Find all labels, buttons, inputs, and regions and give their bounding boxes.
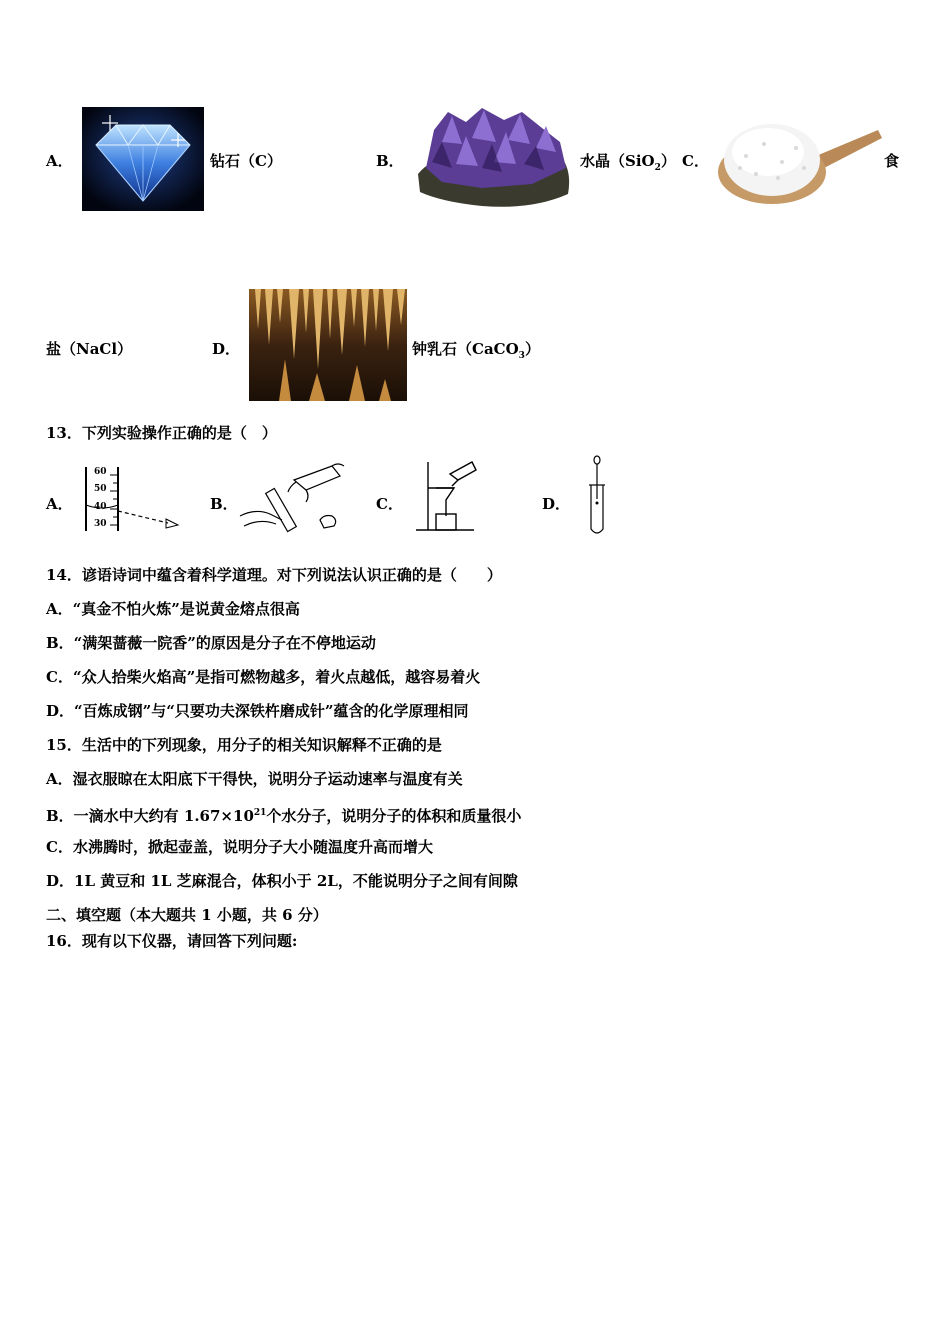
q13-option-b-letter: B． (210, 495, 238, 513)
q14-option-b: B．“满架蔷薇一院香”的原因是分子在不停地运动 (46, 634, 376, 652)
option-c-label-part1: 食 (884, 152, 900, 170)
option-d-label: 钟乳石（CaCO$_3$） (412, 340, 540, 361)
cylinder-tick-50: 50 (94, 484, 107, 494)
option-d-letter: D． (212, 340, 241, 358)
dropper-test-tube-diagram (586, 455, 608, 537)
diamond-image (82, 107, 204, 211)
cylinder-tick-40: 40 (94, 502, 107, 512)
stalactite-cave-image (249, 289, 407, 401)
option-a-label: 钻石（C） (210, 152, 282, 170)
q15-option-b: B．一滴水中大约有 $1.67\times 10^{21}$个水分子，说明分子的体积和质量很小 (46, 807, 522, 825)
cylinder-tick-30: 30 (94, 519, 107, 529)
q15-option-a: A．湿衣服晾在太阳底下干得快，说明分子运动速率与温度有关 (46, 770, 463, 788)
q13-option-d-letter: D． (542, 495, 571, 513)
cylinder-tick-60: 60 (94, 467, 107, 477)
q13-option-c-letter: C． (376, 495, 403, 513)
option-b-label: 水晶（SiO$_2$） (580, 152, 676, 173)
salt-spoon-image (716, 116, 882, 208)
q15-option-c: C．水沸腾时，掀起壶盖，说明分子大小随温度升高而增大 (46, 838, 433, 856)
option-b-letter: B． (376, 152, 404, 170)
q14-option-d: D．“百炼成钢”与“只要功夫深铁杵磨成针”蕴含的化学原理相同 (46, 702, 469, 720)
q14-option-a: A．“真金不怕火炼”是说黄金熔点很高 (46, 600, 300, 618)
section2-heading: 二、填空题（本大题共 1 小题，共 6 分） (46, 906, 328, 924)
option-c-label-part2: 盐（NaCl） (46, 340, 133, 358)
q14-option-c: C．“众人拾柴火焰高”是指可燃物越多，着火点越低，越容易着火 (46, 668, 481, 686)
q13-option-a-letter: A． (46, 495, 73, 513)
quartz-crystal-image (412, 102, 574, 214)
pouring-liquid-diagram (236, 460, 346, 538)
q15-option-d: D．1L 黄豆和 1L 芝麻混合，体积小于 2L，不能说明分子之间有间隙 (46, 872, 518, 890)
option-a-letter: A． (46, 152, 73, 170)
q13-stem: 13．下列实验操作正确的是（ ） (46, 424, 277, 442)
q15-stem: 15．生活中的下列现象，用分子的相关知识解释不正确的是 (46, 736, 442, 754)
measuring-cylinder-diagram (80, 465, 184, 533)
option-c-letter: C． (682, 152, 709, 170)
q14-stem: 14．谚语诗词中蕴含着科学道理。对下列说法认识正确的是（ ） (46, 566, 502, 584)
filtration-apparatus-diagram (414, 458, 480, 536)
q16-stem: 16．现有以下仪器，请回答下列问题: (46, 932, 298, 950)
